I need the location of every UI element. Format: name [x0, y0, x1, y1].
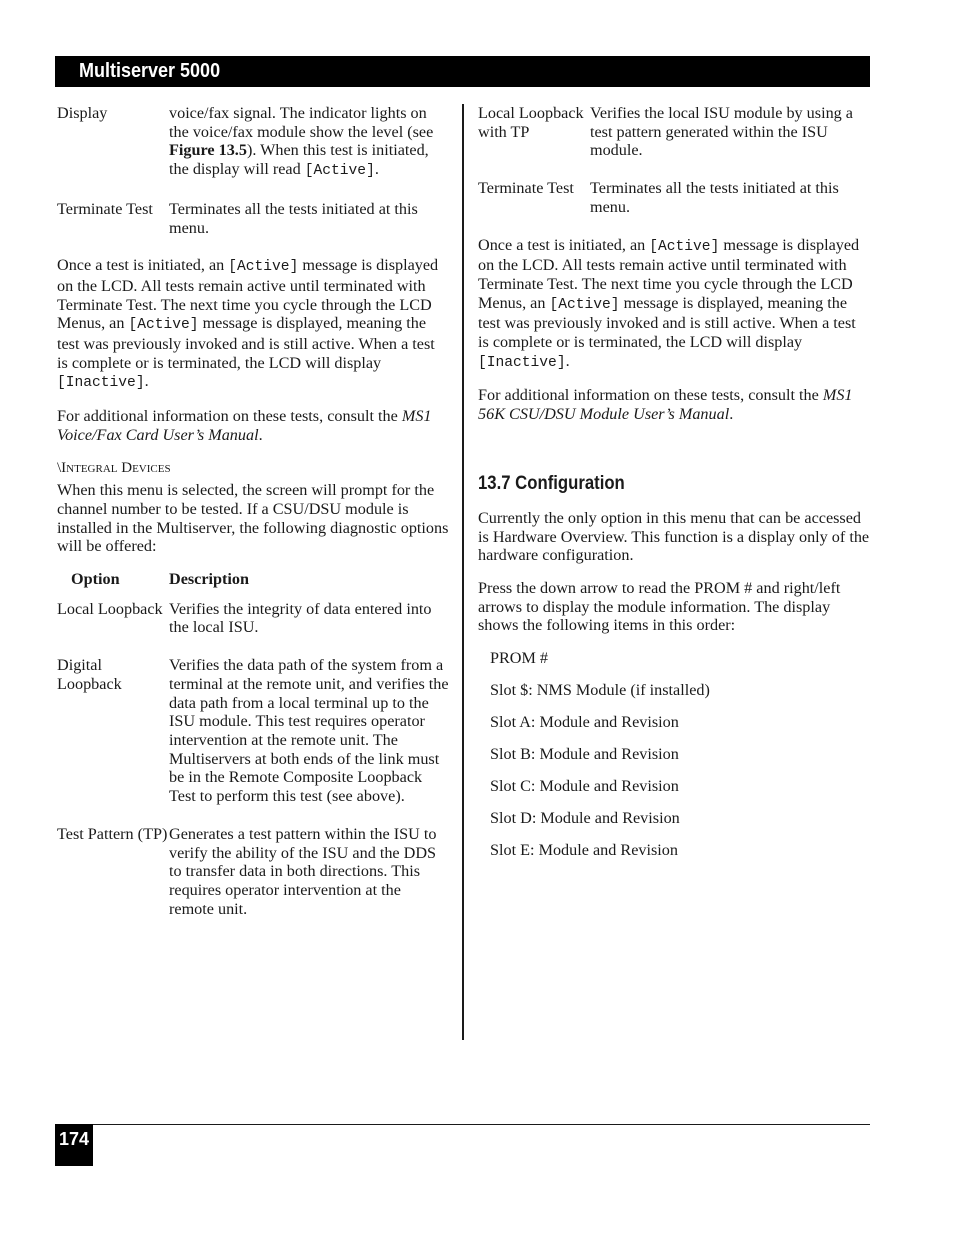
active-code: [Active]	[128, 317, 199, 334]
list-item: Slot B: Module and Revision	[490, 745, 679, 764]
inactive-code: [Inactive]	[57, 375, 145, 392]
option-description: Generates a test pattern within the ISU to verify the ability of the ISU and the DDS to transfer data in both directions. This requires operator intervention at the remote unit.	[169, 824, 437, 918]
right-column	[478, 104, 870, 873]
display-entry	[57, 104, 449, 181]
local-loopback-tp-term: Local Loopback with TP	[478, 104, 584, 141]
description-header: Description	[169, 570, 250, 589]
left-column	[57, 104, 449, 918]
para-text: .	[144, 372, 149, 391]
manual-title: MS1 Voice/Fax Card User’s Manual	[57, 407, 432, 444]
para-text: message is displayed on the LCD. All tests remain active until terminated with Terminate Test. The next time you cycle through the LCD Menus, an	[478, 235, 860, 312]
para-text: .	[565, 351, 570, 370]
terminate-entry	[57, 200, 449, 237]
para-text: message is displayed, meaning the test was previously invoked and is still active. When a test is complete or is terminated, the LCD will display	[57, 314, 435, 372]
terminate-term: Terminate Test	[478, 179, 574, 198]
terminate-term: Terminate Test	[57, 199, 153, 218]
active-code: [Active]	[228, 259, 299, 276]
local-loopback-tp-entry	[478, 104, 870, 160]
terminate-description: Terminates all the tests initiated at this menu.	[590, 179, 839, 216]
display-desc-text: voice/fax signal. The indicator lights on the voice/fax module show the level (see	[169, 104, 434, 141]
prom-instructions-paragraph: Press the down arrow to read the PROM # and right/left arrows to display the module information. The display shows the following items in this order:	[478, 578, 841, 635]
configuration-paragraph: Currently the only option in this menu that can be accessed is Hardware Overview. This function is a display only of the hardware configuration.	[478, 508, 870, 565]
terminate-entry	[478, 179, 870, 216]
column-divider	[462, 104, 464, 1040]
display-desc-text-3: .	[374, 160, 379, 179]
para-text: message is displayed on the LCD. All tests remain active until terminated with Terminate Test. The next time you cycle through the LCD Menus, an	[57, 256, 439, 333]
list-item: Slot $: NMS Module (if installed)	[490, 681, 710, 700]
header-title: Multiserver 5000	[79, 60, 221, 82]
active-message-paragraph	[57, 256, 449, 393]
active-code: [Active]	[649, 238, 720, 255]
active-code: [Active]	[304, 163, 375, 180]
list-item: Slot A: Module and Revision	[490, 713, 679, 732]
list-item: PROM #	[490, 649, 549, 668]
additional-info-paragraph	[57, 407, 449, 444]
display-description	[169, 104, 449, 181]
para-text: Once a test is initiated, an	[478, 235, 650, 254]
local-loopback-tp-description: Verifies the local ISU module by using a test pattern generated within the ISU module.	[590, 104, 853, 160]
list-item: Slot C: Module and Revision	[490, 777, 679, 796]
para-text: Once a test is initiated, an	[57, 256, 229, 275]
integral-devices-subhead: \Integral Devices	[57, 459, 171, 476]
para-text: message is displayed, meaning the test was previously invoked and is still active. When a test is complete or is terminated, the LCD will display	[478, 293, 856, 352]
option-term: Digital Loopback	[57, 656, 122, 693]
figure-reference: Figure 13.5	[169, 141, 247, 160]
active-code: [Active]	[549, 296, 620, 313]
option-header: Option	[71, 570, 120, 589]
para-text: For additional information on these tests, consult the	[478, 386, 823, 405]
running-header	[55, 56, 870, 87]
display-desc-text-2: ). When this test is initiated, the display will read	[169, 141, 429, 179]
footer-rule	[55, 1124, 870, 1125]
active-message-paragraph	[478, 236, 870, 373]
manual-title: MS1 56K CSU/DSU Module User’s Manual	[478, 386, 853, 424]
list-item: Slot D: Module and Revision	[490, 809, 680, 828]
options-table-header	[57, 570, 449, 589]
option-term: Test Pattern (TP)	[57, 824, 168, 843]
option-row	[57, 825, 449, 919]
option-description: Verifies the data path of the system from a terminal at the remote unit, and verifies the data path from a local terminal up to the ISU module. This test requires operator intervention at the remote unit. The Multiservers at both ends of the link must be in the Remote Composite Loopback Test to perform this test (see above).	[169, 656, 449, 806]
option-row	[57, 656, 449, 806]
display-term: Display	[57, 104, 108, 122]
para-text: .	[258, 425, 263, 444]
additional-info-paragraph	[478, 386, 870, 423]
terminate-description: Terminates all the tests initiated at this menu.	[169, 199, 418, 237]
section-title: 13.7 Configuration	[478, 472, 625, 494]
option-term: Local Loopback	[57, 599, 163, 618]
hardware-item-list	[478, 649, 870, 873]
para-text: For additional information on these tests, consult the	[57, 407, 402, 426]
option-description: Verifies the integrity of data entered into the local ISU.	[169, 599, 432, 637]
para-text: .	[729, 405, 734, 424]
list-item: Slot E: Module and Revision	[490, 841, 678, 860]
integral-devices-paragraph: When this menu is selected, the screen will prompt for the channel number to be tested. If a CSU/DSU module is installed in the Multiserver, the following diagnostic options will be offered:	[57, 481, 449, 556]
option-row	[57, 600, 449, 637]
inactive-code: [Inactive]	[478, 354, 566, 371]
page-number: 174	[55, 1124, 93, 1166]
